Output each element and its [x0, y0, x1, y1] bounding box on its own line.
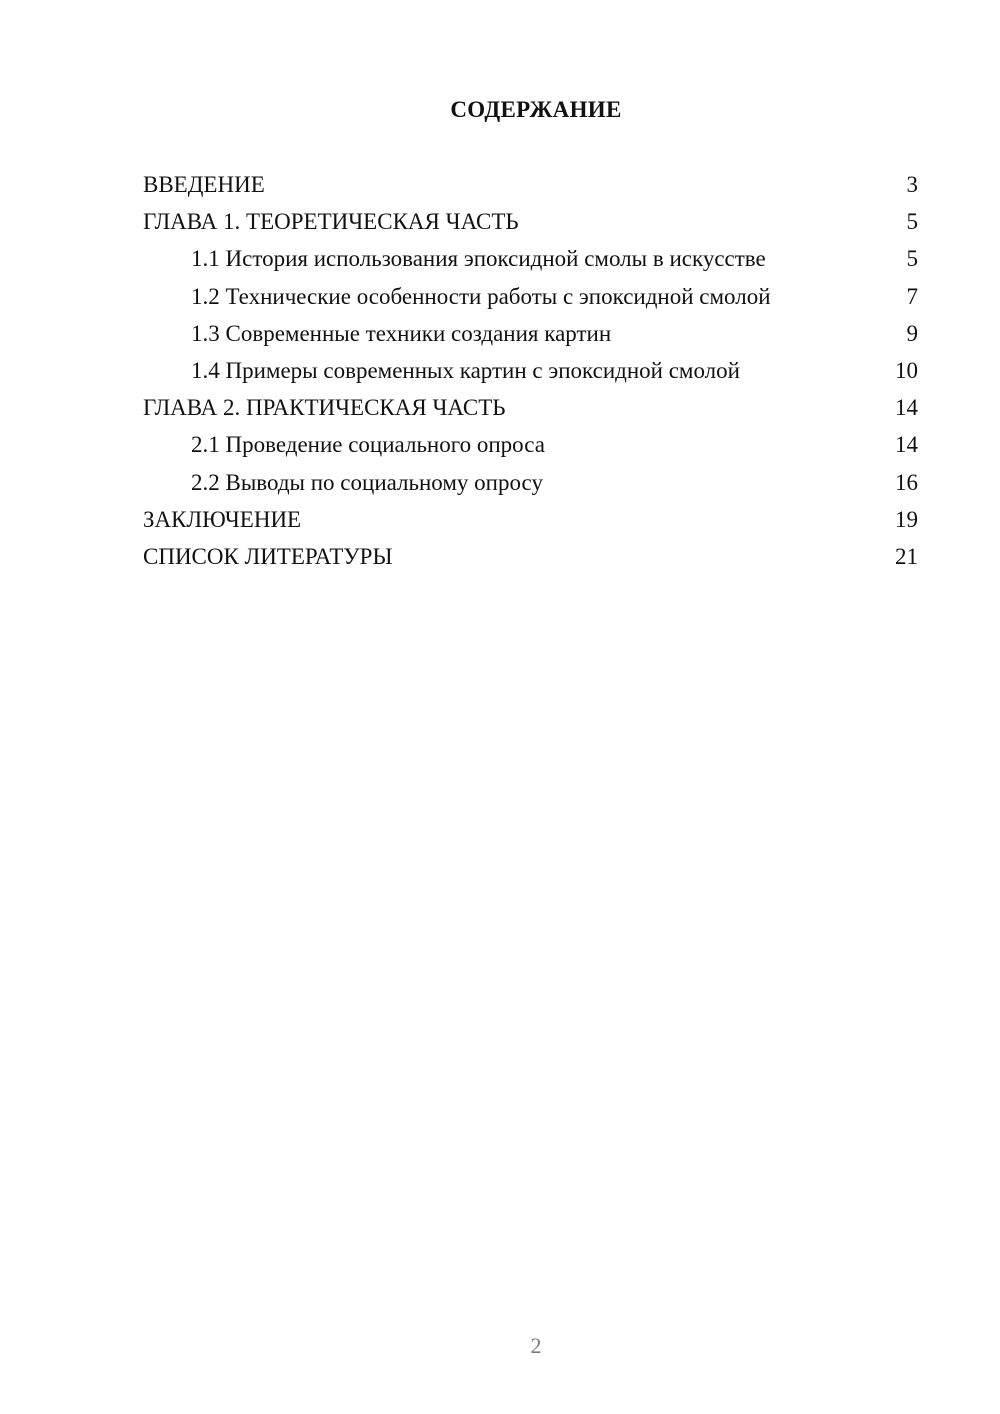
- table-of-contents: [143, 166, 918, 575]
- toc-entry-section-1-2: [143, 278, 918, 315]
- toc-entry-page: 7: [906, 283, 918, 309]
- toc-entry-page: 21: [895, 543, 918, 569]
- toc-entry-label: 2.1 Проведение социального опроса: [191, 432, 545, 458]
- toc-entry-section-2-1: [143, 426, 918, 463]
- toc-entry-page: 14: [895, 432, 918, 458]
- toc-entry-label: ГЛАВА 1. ТЕОРЕТИЧЕСКАЯ ЧАСТЬ: [143, 209, 519, 235]
- toc-entry-page: 5: [906, 209, 918, 235]
- toc-entry-page: 19: [895, 506, 918, 532]
- toc-entry-section-1-3: [143, 315, 918, 352]
- toc-entry-chapter-1: [143, 203, 918, 240]
- toc-entry-label: ГЛАВА 2. ПРАКТИЧЕСКАЯ ЧАСТЬ: [143, 395, 506, 421]
- toc-entry-chapter-2: [143, 389, 918, 426]
- toc-entry-references: [143, 538, 918, 575]
- toc-entry-label: 1.1 История использования эпоксидной смолы в искусстве: [191, 246, 766, 272]
- toc-entry-page: 9: [906, 320, 918, 346]
- toc-entry-section-1-1: [143, 240, 918, 277]
- toc-entry-label: 1.3 Современные техники создания картин: [191, 320, 612, 346]
- toc-entry-section-2-2: [143, 464, 918, 501]
- toc-entry-label: ЗАКЛЮЧЕНИЕ: [143, 506, 302, 532]
- toc-entry-label: 1.2 Технические особенности работы с эпоксидной смолой: [191, 283, 771, 309]
- toc-entry-page: 3: [906, 172, 918, 197]
- toc-entry-introduction: [143, 166, 918, 203]
- toc-entry-label: 2.2 Выводы по социальному опросу: [191, 469, 543, 495]
- toc-entry-conclusion: [143, 501, 918, 538]
- toc-entry-page: 5: [906, 246, 918, 272]
- toc-entry-section-1-4: [143, 352, 918, 389]
- toc-entry-page: 10: [895, 357, 918, 383]
- toc-entry-label: СПИСОК ЛИТЕРАТУРЫ: [143, 543, 393, 569]
- toc-entry-page: 16: [895, 469, 918, 495]
- toc-entry-label: ВВЕДЕНИЕ: [143, 172, 265, 197]
- toc-entry-label: 1.4 Примеры современных картин с эпоксидной смолой: [191, 357, 740, 383]
- page-number: 2: [530, 1333, 542, 1358]
- toc-entry-page: 14: [895, 395, 918, 421]
- page-title: СОДЕРЖАНИЕ: [450, 97, 622, 122]
